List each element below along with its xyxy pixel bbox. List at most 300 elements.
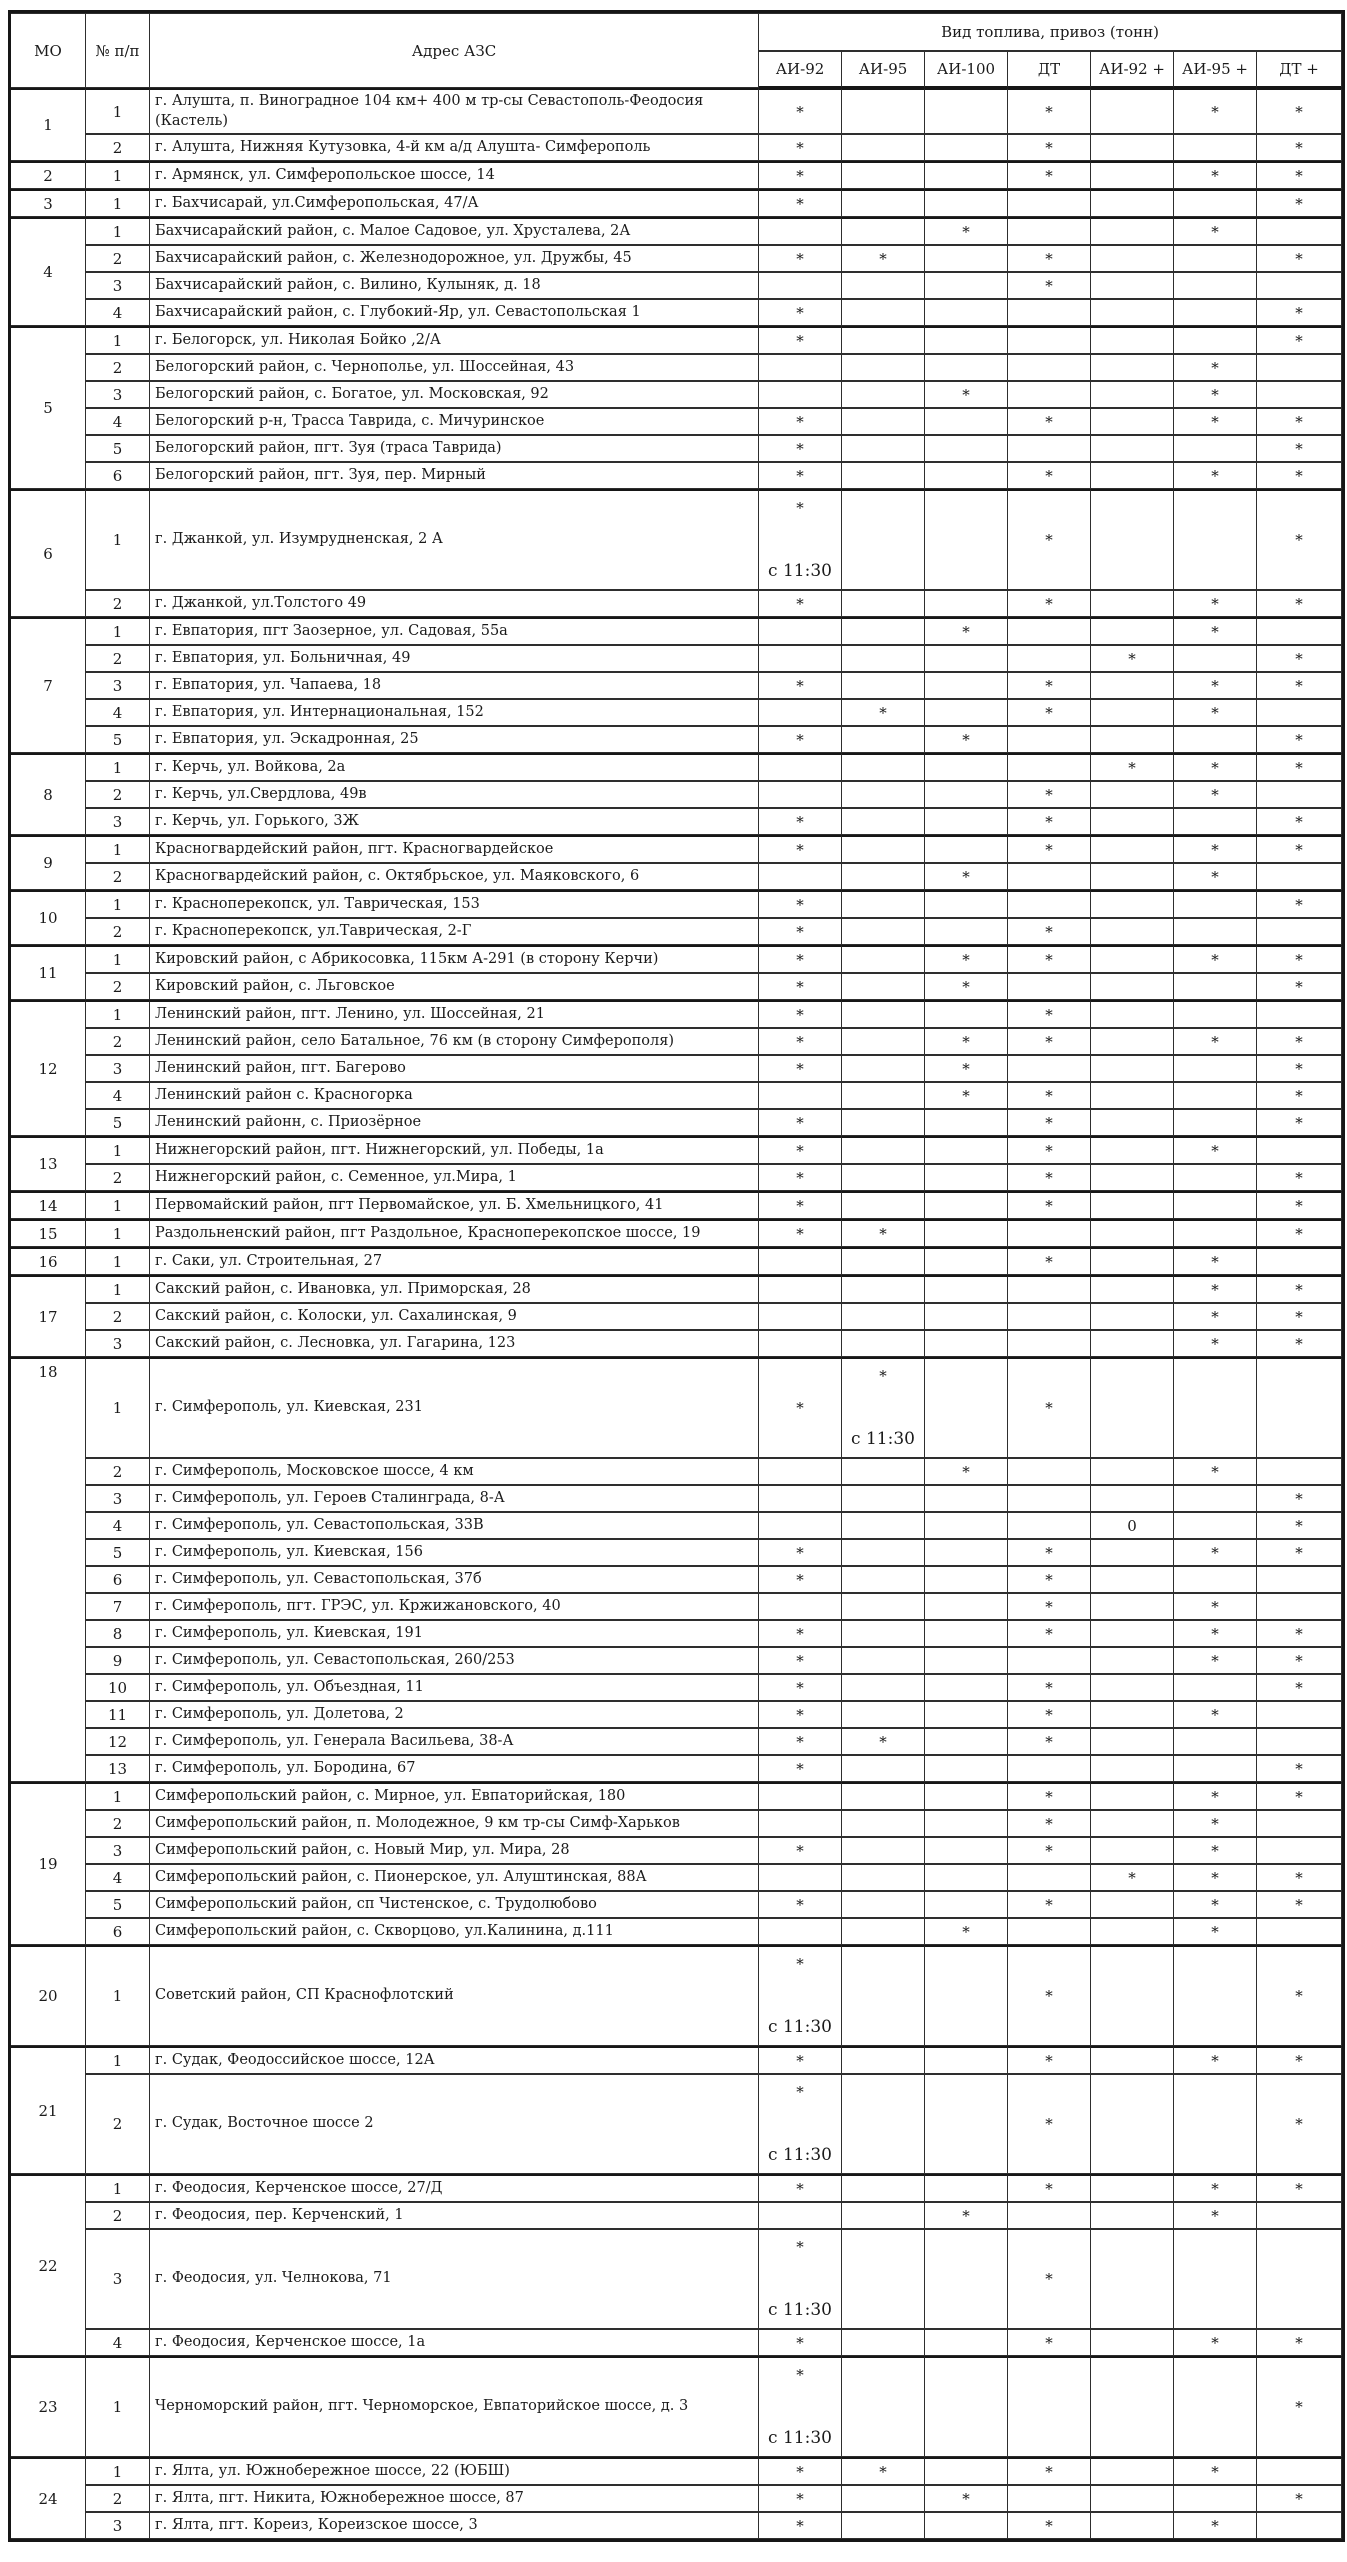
fuel-cell bbox=[1091, 863, 1174, 890]
table-row bbox=[11, 1837, 1342, 1864]
fuel-cell bbox=[1174, 1566, 1257, 1593]
header-row-top bbox=[11, 13, 1342, 51]
fuel-cell bbox=[925, 672, 1008, 699]
fuel-cell bbox=[925, 1647, 1008, 1674]
fuel-cell bbox=[925, 2046, 1008, 2074]
table-row bbox=[11, 781, 1342, 808]
table-row bbox=[11, 808, 1342, 835]
fuel-cell bbox=[1174, 1357, 1257, 1458]
fuel-cell bbox=[1091, 381, 1174, 408]
fuel-cell bbox=[759, 863, 842, 890]
table-row bbox=[11, 1593, 1342, 1620]
fuel-cell: * bbox=[1008, 1701, 1091, 1728]
table-row bbox=[11, 1000, 1342, 1028]
station-address: Первомайский район, пгт Первомайское, ул. Б. Хмельницкого, 41 bbox=[150, 1191, 759, 1219]
fuel-cell bbox=[1257, 617, 1342, 645]
fuel-cell bbox=[1008, 1485, 1091, 1512]
table-row bbox=[11, 1028, 1342, 1055]
fuel-cell: * bbox=[1257, 753, 1342, 781]
fuel-cell bbox=[1257, 1357, 1342, 1458]
station-address: г. Симферополь, ул. Объездная, 11 bbox=[150, 1674, 759, 1701]
row-number-cell: 1 bbox=[86, 890, 150, 918]
fuel-cell bbox=[1091, 217, 1174, 245]
fuel-cell: * bbox=[925, 1082, 1008, 1109]
header-fuel-col: АИ-92 + bbox=[1091, 51, 1174, 88]
fuel-cell: * bbox=[1257, 1082, 1342, 1109]
mo-cell: 12 bbox=[11, 1000, 86, 1136]
table-row bbox=[11, 945, 1342, 973]
fuel-cell bbox=[1091, 2329, 1174, 2356]
fuel-cell: * bbox=[1174, 1275, 1257, 1303]
fuel-cell bbox=[1008, 973, 1091, 1000]
table-body bbox=[11, 88, 1342, 2539]
table-row bbox=[11, 299, 1342, 326]
fuel-cell bbox=[842, 590, 925, 617]
station-address: г. Евпатория, пгт Заозерное, ул. Садовая, 55а bbox=[150, 617, 759, 645]
fuel-cell: * bbox=[1008, 1136, 1091, 1164]
station-address: г. Джанкой, ул.Толстого 49 bbox=[150, 590, 759, 617]
row-number-cell: 6 bbox=[86, 1918, 150, 1945]
fuel-cell bbox=[1008, 435, 1091, 462]
station-address: г. Симферополь, ул. Севастопольская, 37б bbox=[150, 1566, 759, 1593]
fuel-cell bbox=[1008, 2485, 1091, 2512]
fuel-cell bbox=[842, 1837, 925, 1864]
fuel-cell: * bbox=[1008, 781, 1091, 808]
fuel-cell: * bbox=[1174, 2046, 1257, 2074]
header-fuel-col: АИ-95 + bbox=[1174, 51, 1257, 88]
fuel-cell bbox=[1257, 1593, 1342, 1620]
fuel-cell bbox=[1091, 1755, 1174, 1782]
fuel-cell bbox=[842, 1330, 925, 1357]
station-address: г. Судак, Восточное шоссе 2 bbox=[150, 2074, 759, 2174]
table-row bbox=[11, 1055, 1342, 1082]
station-address: г. Ялта, пгт. Кореиз, Кореизское шоссе, 3 bbox=[150, 2512, 759, 2539]
station-address: г. Джанкой, ул. Изумрудненская, 2 А bbox=[150, 489, 759, 590]
fuel-cell bbox=[1257, 1918, 1342, 1945]
fuel-cell: * bbox=[759, 462, 842, 489]
fuel-cell: * bbox=[925, 617, 1008, 645]
row-number-cell: 1 bbox=[86, 1247, 150, 1275]
fuel-cell: * bbox=[1008, 1593, 1091, 1620]
fuel-cell bbox=[925, 299, 1008, 326]
station-address: Ленинский районн, с. Приозёрное bbox=[150, 1109, 759, 1136]
fuel-cell: * bbox=[1174, 2512, 1257, 2539]
station-address: г. Ялта, пгт. Никита, Южнобережное шоссе, 87 bbox=[150, 2485, 759, 2512]
fuel-cell: * bbox=[1008, 1891, 1091, 1918]
header-fuel-col: АИ-95 bbox=[842, 51, 925, 88]
fuel-cell: * bbox=[759, 2512, 842, 2539]
fuel-cell bbox=[842, 1674, 925, 1701]
fuel-cell: * bbox=[1008, 1539, 1091, 1566]
fuel-cell: * bbox=[1257, 1647, 1342, 1674]
row-number-cell: 1 bbox=[86, 1000, 150, 1028]
row-number-cell: 8 bbox=[86, 1620, 150, 1647]
fuel-cell bbox=[759, 1458, 842, 1485]
fuel-cell bbox=[1091, 2512, 1174, 2539]
fuel-cell: * bbox=[1174, 672, 1257, 699]
fuel-cell bbox=[925, 1247, 1008, 1275]
fuel-cell bbox=[925, 161, 1008, 189]
fuel-cell bbox=[1174, 299, 1257, 326]
fuel-cell: * bbox=[759, 1891, 842, 1918]
fuel-cell bbox=[759, 2202, 842, 2229]
row-number-cell: 3 bbox=[86, 808, 150, 835]
fuel-cell: * bbox=[925, 1458, 1008, 1485]
fuel-cell bbox=[759, 354, 842, 381]
fuel-available-mark: * bbox=[796, 2083, 804, 2102]
station-address: г. Симферополь, Московское шоссе, 4 км bbox=[150, 1458, 759, 1485]
fuel-cell bbox=[759, 617, 842, 645]
fuel-cell: * bbox=[842, 2457, 925, 2485]
fuel-cell: * bbox=[1008, 918, 1091, 945]
fuel-cell: * bbox=[759, 299, 842, 326]
fuel-cell bbox=[842, 2356, 925, 2457]
station-address: г. Бахчисарай, ул.Симферопольская, 47/А bbox=[150, 189, 759, 217]
fuel-cell: * bbox=[1257, 890, 1342, 918]
fuel-cell bbox=[1091, 1539, 1174, 1566]
row-number-cell: 1 bbox=[86, 835, 150, 863]
fuel-cell bbox=[925, 890, 1008, 918]
fuel-cell bbox=[1008, 753, 1091, 781]
table-row bbox=[11, 645, 1342, 672]
fuel-cell: * bbox=[759, 1000, 842, 1028]
fuel-cell: * bbox=[1091, 753, 1174, 781]
fuel-cell: * bbox=[1257, 1620, 1342, 1647]
station-address: Красногвардейский район, пгт. Красногвардейское bbox=[150, 835, 759, 863]
header-fuel-col: АИ-92 bbox=[759, 51, 842, 88]
row-number-cell: 4 bbox=[86, 408, 150, 435]
fuel-cell: * bbox=[1257, 2174, 1342, 2202]
table-row bbox=[11, 1647, 1342, 1674]
delivery-time-note: с 11:30 bbox=[768, 2017, 832, 2038]
mo-cell: 8 bbox=[11, 753, 86, 835]
row-number-cell: 2 bbox=[86, 973, 150, 1000]
fuel-cell bbox=[1008, 2202, 1091, 2229]
station-address: г. Керчь, ул.Свердлова, 49в bbox=[150, 781, 759, 808]
fuel-cell bbox=[1008, 890, 1091, 918]
station-address: г. Алушта, Нижняя Кутузовка, 4-й км а/д Алушта- Симферополь bbox=[150, 134, 759, 161]
fuel-cell: * bbox=[759, 189, 842, 217]
fuel-cell: * bbox=[759, 2457, 842, 2485]
fuel-cell bbox=[1091, 489, 1174, 590]
fuel-cell bbox=[842, 835, 925, 863]
fuel-cell bbox=[1091, 1303, 1174, 1330]
fuel-cell bbox=[1174, 1000, 1257, 1028]
fuel-cell bbox=[842, 1275, 925, 1303]
fuel-cell: * bbox=[1008, 1357, 1091, 1458]
table-row bbox=[11, 1728, 1342, 1755]
fuel-cell: * bbox=[759, 134, 842, 161]
fuel-cell: * bbox=[1257, 489, 1342, 590]
fuel-cell bbox=[842, 808, 925, 835]
table-row bbox=[11, 354, 1342, 381]
fuel-cell bbox=[1091, 2229, 1174, 2329]
fuel-cell bbox=[925, 781, 1008, 808]
fuel-cell bbox=[1091, 1247, 1174, 1275]
fuel-cell bbox=[925, 699, 1008, 726]
fuel-cell bbox=[1257, 1728, 1342, 1755]
fuel-cell: * bbox=[1174, 1782, 1257, 1810]
fuel-cell bbox=[1257, 2457, 1342, 2485]
fuel-cell: * bbox=[759, 2329, 842, 2356]
fuel-cell: * bbox=[1174, 1028, 1257, 1055]
delivery-time-note: с 11:30 bbox=[768, 2300, 832, 2321]
fuel-cell: * bbox=[1174, 2202, 1257, 2229]
header-fuel-group: Вид топлива, привоз (тонн) bbox=[759, 13, 1342, 51]
fuel-cell bbox=[1008, 1864, 1091, 1891]
fuel-cell: * bbox=[1257, 462, 1342, 489]
fuel-cell bbox=[842, 2329, 925, 2356]
row-number-cell: 1 bbox=[86, 1782, 150, 1810]
row-number-cell: 9 bbox=[86, 1647, 150, 1674]
fuel-cell: * bbox=[759, 1728, 842, 1755]
fuel-cell bbox=[1008, 2356, 1091, 2457]
fuel-cell: * bbox=[1174, 1539, 1257, 1566]
fuel-cell: * bbox=[1174, 1701, 1257, 1728]
fuel-cell bbox=[842, 354, 925, 381]
fuel-cell bbox=[1174, 189, 1257, 217]
fuel-cell: * bbox=[759, 918, 842, 945]
table-row bbox=[11, 918, 1342, 945]
fuel-cell: * bbox=[1091, 645, 1174, 672]
fuel-cell: * bbox=[1008, 1247, 1091, 1275]
table-row bbox=[11, 2074, 1342, 2174]
fuel-cell: * bbox=[759, 672, 842, 699]
fuel-cell bbox=[1174, 1219, 1257, 1247]
row-number-cell: 1 bbox=[86, 189, 150, 217]
fuel-cell bbox=[1257, 918, 1342, 945]
fuel-cell bbox=[925, 1109, 1008, 1136]
fuel-cell bbox=[1091, 1082, 1174, 1109]
station-address: г. Симферополь, ул. Киевская, 231 bbox=[150, 1357, 759, 1458]
fuel-cell bbox=[842, 1918, 925, 1945]
fuel-cell bbox=[842, 1357, 925, 1458]
station-address: г. Феодосия, Керченское шоссе, 1а bbox=[150, 2329, 759, 2356]
fuel-cell bbox=[842, 189, 925, 217]
fuel-cell bbox=[1008, 1512, 1091, 1539]
fuel-cell bbox=[759, 781, 842, 808]
fuel-cell bbox=[1257, 272, 1342, 299]
fuel-cell bbox=[1174, 272, 1257, 299]
fuel-cell: * bbox=[842, 1728, 925, 1755]
fuel-cell bbox=[925, 918, 1008, 945]
station-address: г. Феодосия, ул. Челнокова, 71 bbox=[150, 2229, 759, 2329]
fuel-cell bbox=[1008, 1275, 1091, 1303]
row-number-cell: 1 bbox=[86, 1191, 150, 1219]
table-row bbox=[11, 272, 1342, 299]
fuel-cell: * bbox=[1257, 1945, 1342, 2046]
fuel-cell bbox=[925, 1945, 1008, 2046]
fuel-cell bbox=[1091, 1674, 1174, 1701]
row-number-cell: 3 bbox=[86, 272, 150, 299]
fuel-cell bbox=[1091, 973, 1174, 1000]
station-address: Белогорский район, с. Богатое, ул. Московская, 92 bbox=[150, 381, 759, 408]
fuel-cell bbox=[1091, 1191, 1174, 1219]
fuel-cell: * bbox=[1008, 672, 1091, 699]
table-row bbox=[11, 835, 1342, 863]
fuel-cell: * bbox=[1257, 1055, 1342, 1082]
fuel-cell bbox=[1174, 1728, 1257, 1755]
fuel-cell bbox=[1174, 808, 1257, 835]
fuel-cell: * bbox=[759, 2485, 842, 2512]
fuel-cell: * bbox=[925, 1028, 1008, 1055]
fuel-cell: * bbox=[1008, 945, 1091, 973]
mo-cell: 4 bbox=[11, 217, 86, 326]
fuel-cell bbox=[842, 1782, 925, 1810]
fuel-cell: * bbox=[759, 408, 842, 435]
fuel-cell bbox=[842, 2174, 925, 2202]
fuel-cell bbox=[925, 1755, 1008, 1782]
fuel-cell: * bbox=[759, 1164, 842, 1191]
fuel-cell bbox=[1091, 1647, 1174, 1674]
fuel-cell bbox=[759, 217, 842, 245]
fuel-cell: * bbox=[1257, 1782, 1342, 1810]
fuel-availability-table bbox=[8, 10, 1345, 2542]
fuel-cell bbox=[1091, 918, 1174, 945]
mo-cell: 7 bbox=[11, 617, 86, 753]
fuel-cell: * bbox=[1008, 1566, 1091, 1593]
fuel-cell: * bbox=[1174, 2174, 1257, 2202]
fuel-cell bbox=[925, 2512, 1008, 2539]
fuel-cell bbox=[1091, 1945, 1174, 2046]
fuel-cell: * bbox=[1008, 1810, 1091, 1837]
fuel-cell: * bbox=[1257, 1191, 1342, 1219]
fuel-available-mark: * bbox=[879, 1367, 887, 1386]
fuel-cell bbox=[1174, 1945, 1257, 2046]
fuel-cell bbox=[1008, 1330, 1091, 1357]
table-row bbox=[11, 189, 1342, 217]
table-row bbox=[11, 1810, 1342, 1837]
station-address: Сакский район, с. Лесновка, ул. Гагарина, 123 bbox=[150, 1330, 759, 1357]
fuel-cell bbox=[925, 1275, 1008, 1303]
fuel-cell: * bbox=[1257, 973, 1342, 1000]
fuel-cell bbox=[842, 1512, 925, 1539]
fuel-cell bbox=[842, 753, 925, 781]
fuel-cell bbox=[1091, 189, 1174, 217]
table-row bbox=[11, 1945, 1342, 2046]
fuel-cell: * bbox=[1008, 2046, 1091, 2074]
fuel-cell bbox=[1091, 890, 1174, 918]
fuel-cell bbox=[925, 1891, 1008, 1918]
fuel-cell: * bbox=[1008, 1109, 1091, 1136]
fuel-cell bbox=[842, 918, 925, 945]
fuel-cell bbox=[842, 1593, 925, 1620]
header-row-number: № п/п bbox=[86, 13, 150, 88]
fuel-cell bbox=[925, 1701, 1008, 1728]
fuel-cell: * bbox=[1257, 2329, 1342, 2356]
fuel-cell bbox=[842, 2485, 925, 2512]
fuel-cell: * bbox=[842, 699, 925, 726]
row-number-cell: 2 bbox=[86, 645, 150, 672]
fuel-cell bbox=[759, 1330, 842, 1357]
fuel-cell bbox=[1008, 1755, 1091, 1782]
fuel-cell: * bbox=[1008, 1082, 1091, 1109]
station-address: г. Саки, ул. Строительная, 27 bbox=[150, 1247, 759, 1275]
row-number-cell: 1 bbox=[86, 161, 150, 189]
station-address: Симферопольский район, с. Новый Мир, ул. Мира, 28 bbox=[150, 1837, 759, 1864]
station-address: Черноморский район, пгт. Черноморское, Евпаторийское шоссе, д. 3 bbox=[150, 2356, 759, 2457]
fuel-cell: * bbox=[1174, 945, 1257, 973]
row-number-cell: 13 bbox=[86, 1755, 150, 1782]
fuel-cell bbox=[1091, 1357, 1174, 1458]
fuel-available-mark: * bbox=[796, 2366, 804, 2385]
fuel-cell bbox=[1257, 217, 1342, 245]
table-row bbox=[11, 2329, 1342, 2356]
fuel-cell bbox=[1091, 1275, 1174, 1303]
fuel-cell: * bbox=[1257, 1674, 1342, 1701]
row-number-cell: 10 bbox=[86, 1674, 150, 1701]
fuel-cell bbox=[925, 2074, 1008, 2174]
fuel-cell: * bbox=[1257, 88, 1342, 134]
station-address: г. Евпатория, ул. Чапаева, 18 bbox=[150, 672, 759, 699]
mo-cell: 14 bbox=[11, 1191, 86, 1219]
row-number-cell: 1 bbox=[86, 617, 150, 645]
fuel-cell bbox=[842, 2229, 925, 2329]
station-address: г. Керчь, ул. Горького, 3Ж bbox=[150, 808, 759, 835]
delivery-time-note: с 11:30 bbox=[851, 1429, 915, 1450]
fuel-cell: * bbox=[759, 1357, 842, 1458]
fuel-cell bbox=[1257, 1566, 1342, 1593]
fuel-cell bbox=[842, 381, 925, 408]
fuel-cell bbox=[925, 326, 1008, 354]
table-row bbox=[11, 1864, 1342, 1891]
fuel-cell bbox=[842, 489, 925, 590]
row-number-cell: 2 bbox=[86, 2485, 150, 2512]
fuel-cell bbox=[1091, 326, 1174, 354]
station-address: г. Судак, Феодоссийское шоссе, 12А bbox=[150, 2046, 759, 2074]
fuel-cell: * bbox=[925, 381, 1008, 408]
fuel-cell bbox=[759, 1945, 842, 2046]
mo-cell: 22 bbox=[11, 2174, 86, 2356]
row-number-cell: 1 bbox=[86, 2457, 150, 2485]
table-row bbox=[11, 1164, 1342, 1191]
fuel-cell bbox=[842, 1303, 925, 1330]
mo-cell: 16 bbox=[11, 1247, 86, 1275]
table-row bbox=[11, 326, 1342, 354]
fuel-cell bbox=[925, 189, 1008, 217]
table-row bbox=[11, 134, 1342, 161]
fuel-cell: * bbox=[1174, 1247, 1257, 1275]
fuel-cell: * bbox=[1257, 326, 1342, 354]
fuel-cell bbox=[925, 272, 1008, 299]
station-address: Белогорский р-н, Трасса Таврида, с. Мичуринское bbox=[150, 408, 759, 435]
fuel-cell bbox=[1257, 381, 1342, 408]
delivery-time-note: с 11:30 bbox=[768, 2428, 832, 2449]
fuel-cell bbox=[925, 1191, 1008, 1219]
row-number-cell: 2 bbox=[86, 134, 150, 161]
fuel-cell: * bbox=[1008, 590, 1091, 617]
fuel-cell: * bbox=[1008, 1837, 1091, 1864]
station-address: Ленинский район, село Батальное, 76 км (в сторону Симферополя) bbox=[150, 1028, 759, 1055]
fuel-cell bbox=[1174, 134, 1257, 161]
fuel-cell bbox=[1174, 435, 1257, 462]
table-row bbox=[11, 863, 1342, 890]
fuel-cell bbox=[1091, 1219, 1174, 1247]
table-row bbox=[11, 1247, 1342, 1275]
fuel-cell bbox=[842, 1458, 925, 1485]
fuel-cell: * bbox=[759, 1109, 842, 1136]
fuel-cell bbox=[925, 1330, 1008, 1357]
mo-cell: 3 bbox=[11, 189, 86, 217]
fuel-cell bbox=[759, 1918, 842, 1945]
fuel-cell: * bbox=[1008, 462, 1091, 489]
mo-cell: 20 bbox=[11, 1945, 86, 2046]
row-number-cell: 2 bbox=[86, 1810, 150, 1837]
table-row bbox=[11, 753, 1342, 781]
fuel-cell bbox=[759, 1485, 842, 1512]
fuel-cell: * bbox=[1257, 2485, 1342, 2512]
fuel-cell bbox=[1257, 863, 1342, 890]
